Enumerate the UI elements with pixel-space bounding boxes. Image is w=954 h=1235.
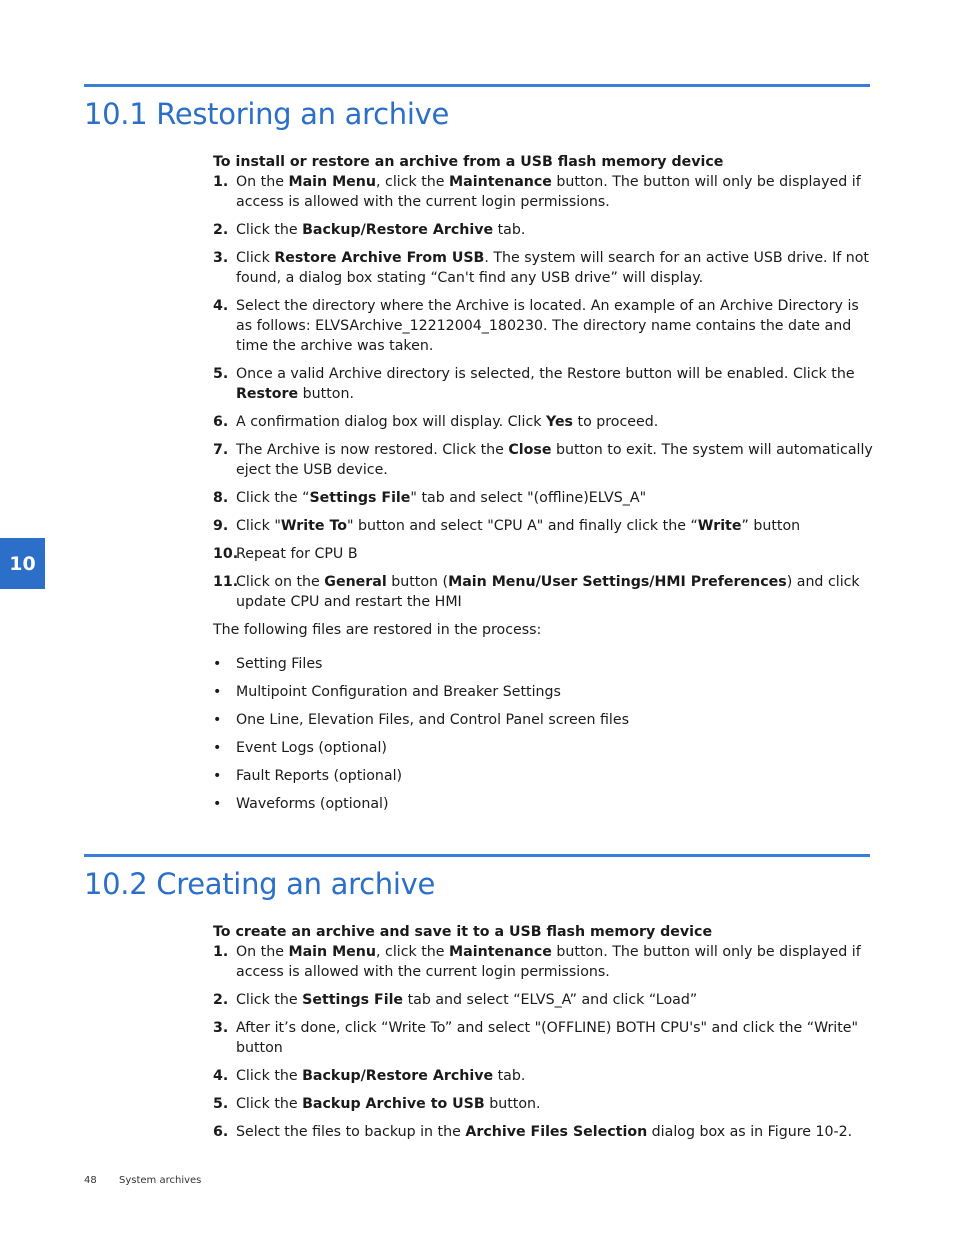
step-text: Click the Backup/Restore Archive tab.	[236, 1068, 526, 1084]
step-text: On the Main Menu, click the Maintenance button. The button will only be displayed if access is allowed with the current login permissions.	[236, 944, 861, 980]
bullet-dot-icon: •	[213, 796, 222, 812]
subheading-create: To create an archive and save it to a USB flash memory device	[213, 924, 713, 940]
step-item	[213, 572, 875, 612]
step-text: Click on the General button (Main Menu/User Settings/HMI Preferences) and click update CPU and restart the HMI	[236, 574, 860, 610]
restored-file-item	[213, 710, 875, 730]
step-number: 2.	[213, 222, 229, 238]
step-item	[213, 516, 875, 536]
section-creating-body	[213, 922, 875, 1142]
step-text: On the Main Menu, click the Maintenance button. The button will only be displayed if access is allowed with the current login permissions.	[236, 174, 861, 210]
bullet-dot-icon: •	[213, 740, 222, 756]
step-number: 2.	[213, 992, 229, 1008]
bullet-dot-icon: •	[213, 656, 222, 672]
restored-file-item	[213, 794, 875, 814]
section-title-restoring: 10.1 Restoring an archive	[84, 97, 449, 131]
create-steps-list	[213, 942, 875, 1142]
step-text: A confirmation dialog box will display. Click Yes to proceed.	[236, 414, 659, 430]
step-item	[213, 544, 875, 564]
step-number: 5.	[213, 1096, 229, 1112]
step-text: After it’s done, click “Write To” and select "(OFFLINE) BOTH CPU's" and click the “Write" button	[236, 1020, 859, 1056]
step-item	[213, 440, 875, 480]
step-number: 4.	[213, 1068, 229, 1084]
restored-file-item	[213, 654, 875, 674]
step-number: 10.	[213, 546, 239, 562]
step-number: 6.	[213, 1124, 229, 1140]
step-text: The Archive is now restored. Click the Close button to exit. The system will automatically eject the USB device.	[236, 442, 873, 478]
footer-page-number: 48	[84, 1175, 97, 1186]
restored-file-label: Multipoint Configuration and Breaker Settings	[236, 684, 561, 700]
step-item	[213, 220, 875, 240]
step-item	[213, 990, 875, 1010]
step-text: Select the files to backup in the Archive Files Selection dialog box as in Figure 10-2.	[236, 1124, 853, 1140]
step-item	[213, 248, 875, 288]
chapter-tab: 10	[0, 538, 45, 589]
step-text: Click "Write To" button and select "CPU A" and finally click the “Write” button	[236, 518, 801, 534]
restored-file-label: Event Logs (optional)	[236, 740, 387, 756]
section-rule-creating	[84, 854, 870, 857]
step-text: Select the directory where the Archive is located. An example of an Archive Directory is as follows: ELVSArchive_12212004_180230. The directory name contains the date and time the archive was taken.	[236, 298, 859, 354]
section-rule-top	[84, 84, 870, 87]
restored-intro: The following files are restored in the process:	[213, 622, 542, 638]
step-item	[213, 364, 875, 404]
step-number: 3.	[213, 1020, 229, 1036]
step-number: 11.	[213, 574, 239, 590]
step-item	[213, 1122, 875, 1142]
step-number: 1.	[213, 174, 229, 190]
step-number: 3.	[213, 250, 229, 266]
bullet-dot-icon: •	[213, 768, 222, 784]
step-text: Click the Settings File tab and select “ELVS_A” and click “Load”	[236, 992, 698, 1008]
step-number: 1.	[213, 944, 229, 960]
restored-file-item	[213, 738, 875, 758]
restored-file-label: Waveforms (optional)	[236, 796, 389, 812]
step-number: 5.	[213, 366, 229, 382]
bullet-dot-icon: •	[213, 712, 222, 728]
step-item	[213, 1094, 875, 1114]
restored-file-label: Setting Files	[236, 656, 323, 672]
restore-steps-list	[213, 172, 875, 612]
restored-file-item	[213, 682, 875, 702]
section-title-creating: 10.2 Creating an archive	[84, 867, 435, 901]
step-item	[213, 942, 875, 982]
step-item	[213, 1018, 875, 1058]
step-number: 4.	[213, 298, 229, 314]
step-text: Click the “Settings File" tab and select "(offline)ELVS_A"	[236, 490, 647, 506]
step-text: Click the Backup/Restore Archive tab.	[236, 222, 526, 238]
step-item	[213, 412, 875, 432]
step-number: 7.	[213, 442, 229, 458]
step-number: 8.	[213, 490, 229, 506]
step-item	[213, 488, 875, 508]
section-restoring-body	[213, 152, 875, 814]
bullet-dot-icon: •	[213, 684, 222, 700]
restored-file-item	[213, 766, 875, 786]
restored-file-label: One Line, Elevation Files, and Control Panel screen files	[236, 712, 629, 728]
step-text: Click Restore Archive From USB. The system will search for an active USB drive. If not found, a dialog box stating “Can't find any USB drive” will display.	[236, 250, 869, 286]
step-text: Once a valid Archive directory is selected, the Restore button will be enabled. Click the Restore button.	[236, 366, 855, 402]
step-number: 9.	[213, 518, 229, 534]
step-item	[213, 172, 875, 212]
step-text: Repeat for CPU B	[236, 546, 358, 562]
step-item	[213, 296, 875, 356]
footer-section-name: System archives	[119, 1175, 202, 1186]
restored-file-label: Fault Reports (optional)	[236, 768, 403, 784]
step-item	[213, 1066, 875, 1086]
step-text: Click the Backup Archive to USB button.	[236, 1096, 541, 1112]
step-number: 6.	[213, 414, 229, 430]
subheading-restore: To install or restore an archive from a USB flash memory device	[213, 154, 724, 170]
restored-files-list	[213, 654, 875, 814]
